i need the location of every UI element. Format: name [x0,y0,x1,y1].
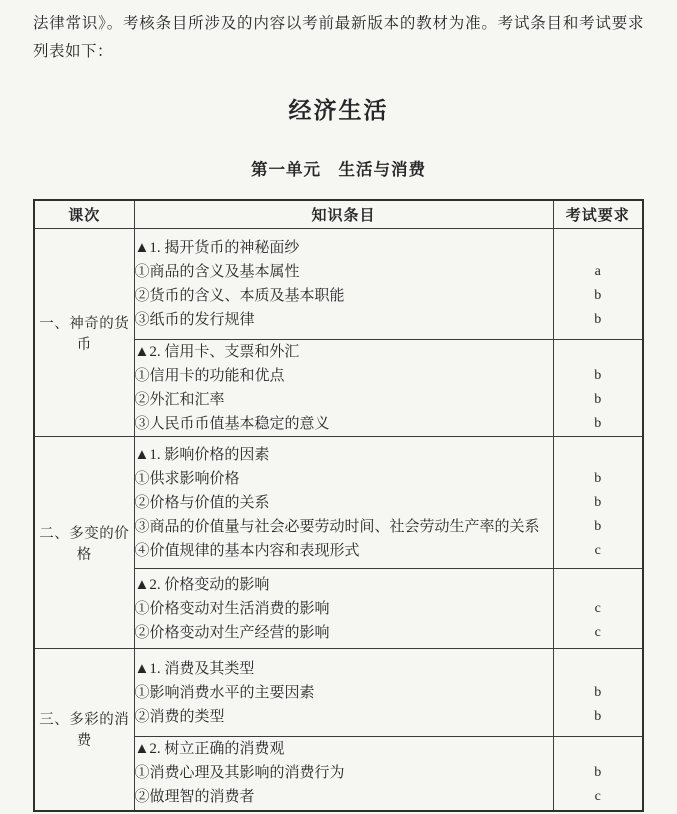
requirement-cell [553,229,643,340]
requirement-level: c [594,624,601,640]
requirement-level: b [594,416,602,431]
lesson-cell-1: 一、神奇的货币 [34,229,134,437]
requirement-level [554,737,643,761]
table-row [34,437,643,569]
requirement-level: a [594,264,601,279]
header-lesson: 课次 [34,200,134,229]
knowledge-line: ①价格变动对生活消费的影响 [134,600,330,617]
knowledge-line: ①影响消费水平的主要因素 [134,684,315,701]
requirement-level: c [594,789,601,805]
knowledge-line: ②做理智的消费者 [134,789,255,806]
header-knowledge-items: 知识条目 [134,200,553,229]
requirement-level: b [594,288,602,303]
requirement-level: b [594,312,602,327]
requirement-level [554,573,643,597]
requirement-level: c [594,542,601,558]
requirement-level: c [594,600,601,616]
knowledge-line: ①供求影响价格 [134,470,240,487]
knowledge-cell [134,437,553,569]
requirement-cell [553,737,643,811]
knowledge-cell [134,229,553,340]
knowledge-line: ②价格变动对生产经营的影响 [134,624,330,641]
requirement-cell [553,649,643,737]
requirement-level: b [594,368,602,383]
requirement-cell [553,437,643,569]
requirement-level [554,443,643,467]
knowledge-cell [134,649,553,737]
knowledge-line: ▲2. 树立正确的消费观 [134,741,285,758]
requirement-level: b [594,684,602,700]
knowledge-line: ①商品的含义及基本属性 [134,264,300,280]
knowledge-line: ①消费心理及其影响的消费行为 [134,765,345,782]
requirement-cell [553,569,643,649]
requirement-level: b [594,494,602,510]
requirement-level: b [594,392,602,407]
knowledge-line: ②外汇和汇率 [134,392,225,408]
requirement-level [554,340,643,364]
lesson-cell-3: 三、多彩的消费 [34,649,134,811]
unit-subtitle: 第一单元 生活与消费 [251,160,426,179]
knowledge-cell [134,569,553,649]
lesson-cell-2: 二、多变的价格 [34,437,134,649]
knowledge-line: ▲1. 消费及其类型 [134,660,255,677]
requirement-level [554,657,643,681]
knowledge-line: ③人民币币值基本稳定的意义 [134,416,330,432]
requirement-level: b [594,518,602,534]
knowledge-line: ▲2. 信用卡、支票和外汇 [134,344,300,360]
knowledge-line: ▲1. 揭开货币的神秘面纱 [134,240,300,256]
requirement-level: b [594,765,602,781]
requirement-level: b [594,470,602,486]
knowledge-cell [134,737,553,811]
knowledge-line: ②价格与价值的关系 [134,494,270,511]
table-row [34,229,643,340]
requirement-level: b [594,708,602,724]
table-row [34,649,643,737]
exam-requirements-table [33,199,644,812]
knowledge-line: ①信用卡的功能和优点 [134,368,285,384]
knowledge-line: ③商品的价值量与社会必要劳动时间、社会劳动生产率的关系 [134,518,540,535]
knowledge-cell [134,340,553,437]
knowledge-line: ④价值规律的基本内容和表现形式 [134,542,360,559]
knowledge-line: ②消费的类型 [134,708,225,725]
table-header-row [34,200,643,229]
knowledge-line: ▲2. 价格变动的影响 [134,576,270,593]
knowledge-line: ③纸币的发行规律 [134,312,255,328]
page-title: 经济生活 [288,98,389,123]
intro-paragraph: 法律常识》。考核条目所涉及的内容以考前最新版本的教材为准。考试条目和考试要求列表如下： [33,15,644,60]
knowledge-line: ▲1. 影响价格的因素 [134,446,270,463]
knowledge-line: ②货币的含义、本质及基本职能 [134,288,345,304]
requirement-cell [553,340,643,437]
requirement-level [554,236,643,260]
header-exam-requirement: 考试要求 [553,200,643,229]
